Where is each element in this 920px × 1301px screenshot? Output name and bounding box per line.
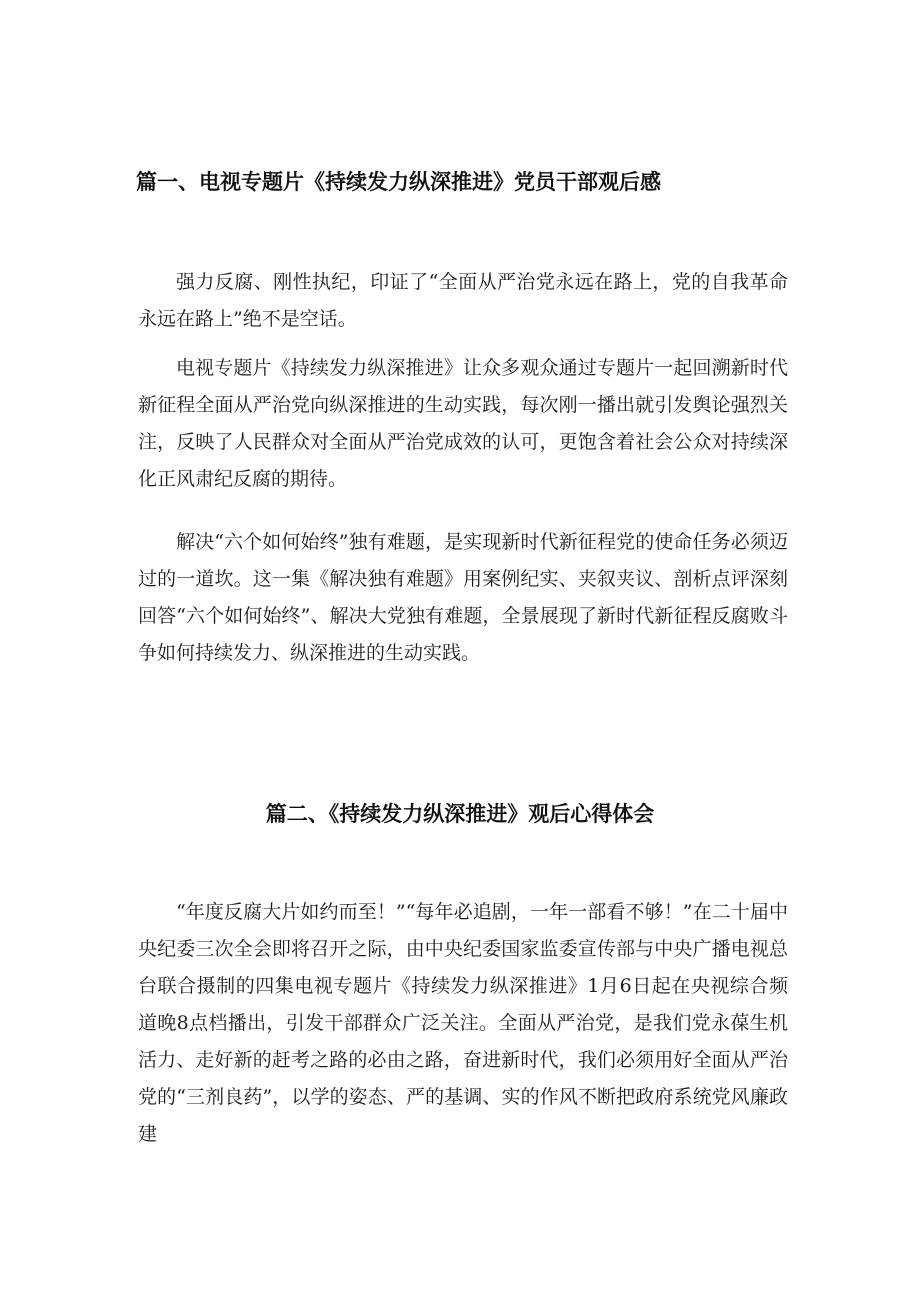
section-1-paragraph-2: 电视专题片《持续发力纵深推进》让众多观众通过专题片一起回溯新时代新征程全面从严治党向纵深推进的生动实践，每次刚一播出就引发舆论强烈关注，反映了人民群众对全面从严治党成效的认可，更饱含着社会公众对持续深化正风肃纪反腐的期待。 <box>138 357 788 490</box>
section-2-title: 篇二、《持续发力纵深推进》观后心得体会 <box>265 802 655 826</box>
section-1-paragraph-3: 解决“六个如何始终”独有难题，是实现新时代新征程党的使命任务必须迈过的一道坎。这一集《解决独有难题》用案例纪实、夹叙夹议、剖析点评深刻回答“六个如何始终”、解决大党独有难题，全景展现了新时代新征程反腐败斗争如何持续发力、纵深推进的生动实践。 <box>138 531 788 664</box>
section-1-paragraph-1: 强力反腐、刚性执纪，印证了“全面从严治党永远在路上，党的自我革命永远在路上”绝不是空话。 <box>138 271 788 330</box>
section-1-title: 篇一、电视专题片《持续发力纵深推进》党员干部观后感 <box>136 170 661 194</box>
section-2-paragraph-1: “年度反腐大片如约而至！”“每年必追剧，一年一部看不够！”在二十届中央纪委三次全会即将召开之际，由中央纪委国家监委宣传部与中央广播电视总台联合摄制的四集电视专题片《持续发力纵深推进》1月6日起在央视综合频道晚8点档播出，引发干部群众广泛关注。全面从严治党，是我们党永葆生机活力、走好新的赶考之路的必由之路，奋进新时代，我们必须用好全面从严治党的“三剂良药”，以学的姿态、严的基调、实的作风不断把政府系统党风廉政建 <box>138 901 788 1145</box>
